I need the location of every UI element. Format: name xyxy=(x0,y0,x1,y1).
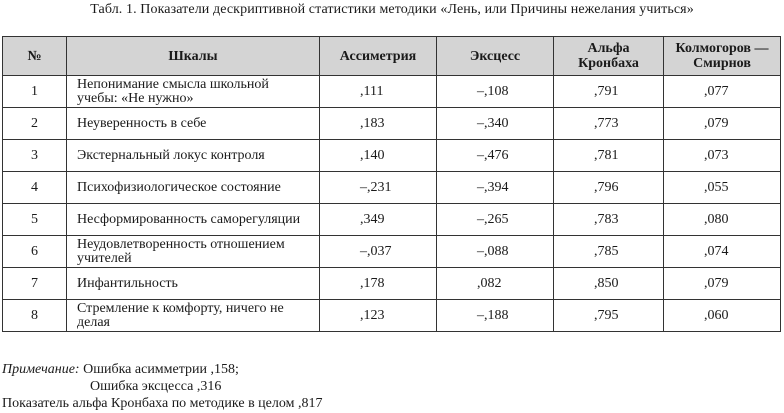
kurtosis-value: –,265 xyxy=(437,204,554,236)
table-header-row xyxy=(3,37,781,76)
scale-name: Несформированность саморегуляции xyxy=(67,204,320,236)
header-cronbach-alpha: Альфа Кронбаха xyxy=(554,37,664,76)
scale-name: Непонимание смысла школьной учебы: «Не нужно» xyxy=(67,76,320,108)
ks-value: ,073 xyxy=(664,140,781,172)
ks-value: ,079 xyxy=(664,268,781,300)
kurtosis-value: –,394 xyxy=(437,172,554,204)
row-number: 4 xyxy=(3,172,67,204)
scale-name: Неудовлетворенность отношением учителей xyxy=(67,236,320,268)
alpha-value: ,773 xyxy=(554,108,664,140)
table-row xyxy=(3,140,781,172)
scale-name: Стремление к комфорту, ничего не делая xyxy=(67,300,320,332)
table-caption: Табл. 1. Показатели дескриптивной статистики методики «Лень, или Причины нежелания учиться» xyxy=(90,2,694,17)
kurtosis-value: –,108 xyxy=(437,76,554,108)
table-row xyxy=(3,300,781,332)
overall-cronbach-alpha: Показатель альфа Кронбаха по методике в целом ,817 xyxy=(2,396,323,411)
row-number: 7 xyxy=(3,268,67,300)
scale-name: Неуверенность в себе xyxy=(67,108,320,140)
table-row xyxy=(3,108,781,140)
kurtosis-value: –,088 xyxy=(437,236,554,268)
ks-value: ,060 xyxy=(664,300,781,332)
note-label: Примечание: xyxy=(2,362,80,377)
kurtosis-error: Ошибка эксцесса ,316 xyxy=(90,379,222,394)
table-row xyxy=(3,172,781,204)
scale-name: Психофизиологическое состояние xyxy=(67,172,320,204)
ks-value: ,080 xyxy=(664,204,781,236)
row-number: 8 xyxy=(3,300,67,332)
skewness-value: ,178 xyxy=(320,268,437,300)
skewness-value: –,037 xyxy=(320,236,437,268)
header-scales: Шкалы xyxy=(67,37,320,76)
skewness-value: –,231 xyxy=(320,172,437,204)
table-row xyxy=(3,204,781,236)
skewness-value: ,183 xyxy=(320,108,437,140)
row-number: 1 xyxy=(3,76,67,108)
row-number: 2 xyxy=(3,108,67,140)
header-kolmogorov-smirnov: Колмогоров — Смирнов xyxy=(664,37,781,76)
note-line-1 xyxy=(2,361,239,378)
row-number: 3 xyxy=(3,140,67,172)
skewness-value: ,140 xyxy=(320,140,437,172)
ks-value: ,055 xyxy=(664,172,781,204)
alpha-value: ,795 xyxy=(554,300,664,332)
kurtosis-value: –,188 xyxy=(437,300,554,332)
skewness-error: Ошибка асимметрии ,158; xyxy=(83,362,239,377)
table-row xyxy=(3,236,781,268)
ks-value: ,079 xyxy=(664,108,781,140)
alpha-value: ,850 xyxy=(554,268,664,300)
alpha-value: ,796 xyxy=(554,172,664,204)
row-number: 6 xyxy=(3,236,67,268)
row-number: 5 xyxy=(3,204,67,236)
table-row xyxy=(3,76,781,108)
skewness-value: ,123 xyxy=(320,300,437,332)
scale-name: Экстернальный локус контроля xyxy=(67,140,320,172)
kurtosis-value: –,476 xyxy=(437,140,554,172)
kurtosis-value: –,340 xyxy=(437,108,554,140)
skewness-value: ,111 xyxy=(320,76,437,108)
scale-name: Инфантильность xyxy=(67,268,320,300)
ks-value: ,074 xyxy=(664,236,781,268)
alpha-value: ,791 xyxy=(554,76,664,108)
header-skewness: Ассиметрия xyxy=(320,37,437,76)
alpha-value: ,781 xyxy=(554,140,664,172)
table-row xyxy=(3,268,781,300)
ks-value: ,077 xyxy=(664,76,781,108)
alpha-value: ,785 xyxy=(554,236,664,268)
alpha-value: ,783 xyxy=(554,204,664,236)
skewness-value: ,349 xyxy=(320,204,437,236)
kurtosis-value: ,082 xyxy=(437,268,554,300)
header-kurtosis: Эксцесс xyxy=(437,37,554,76)
header-number: № xyxy=(3,37,67,76)
descriptive-statistics-table xyxy=(2,36,781,332)
